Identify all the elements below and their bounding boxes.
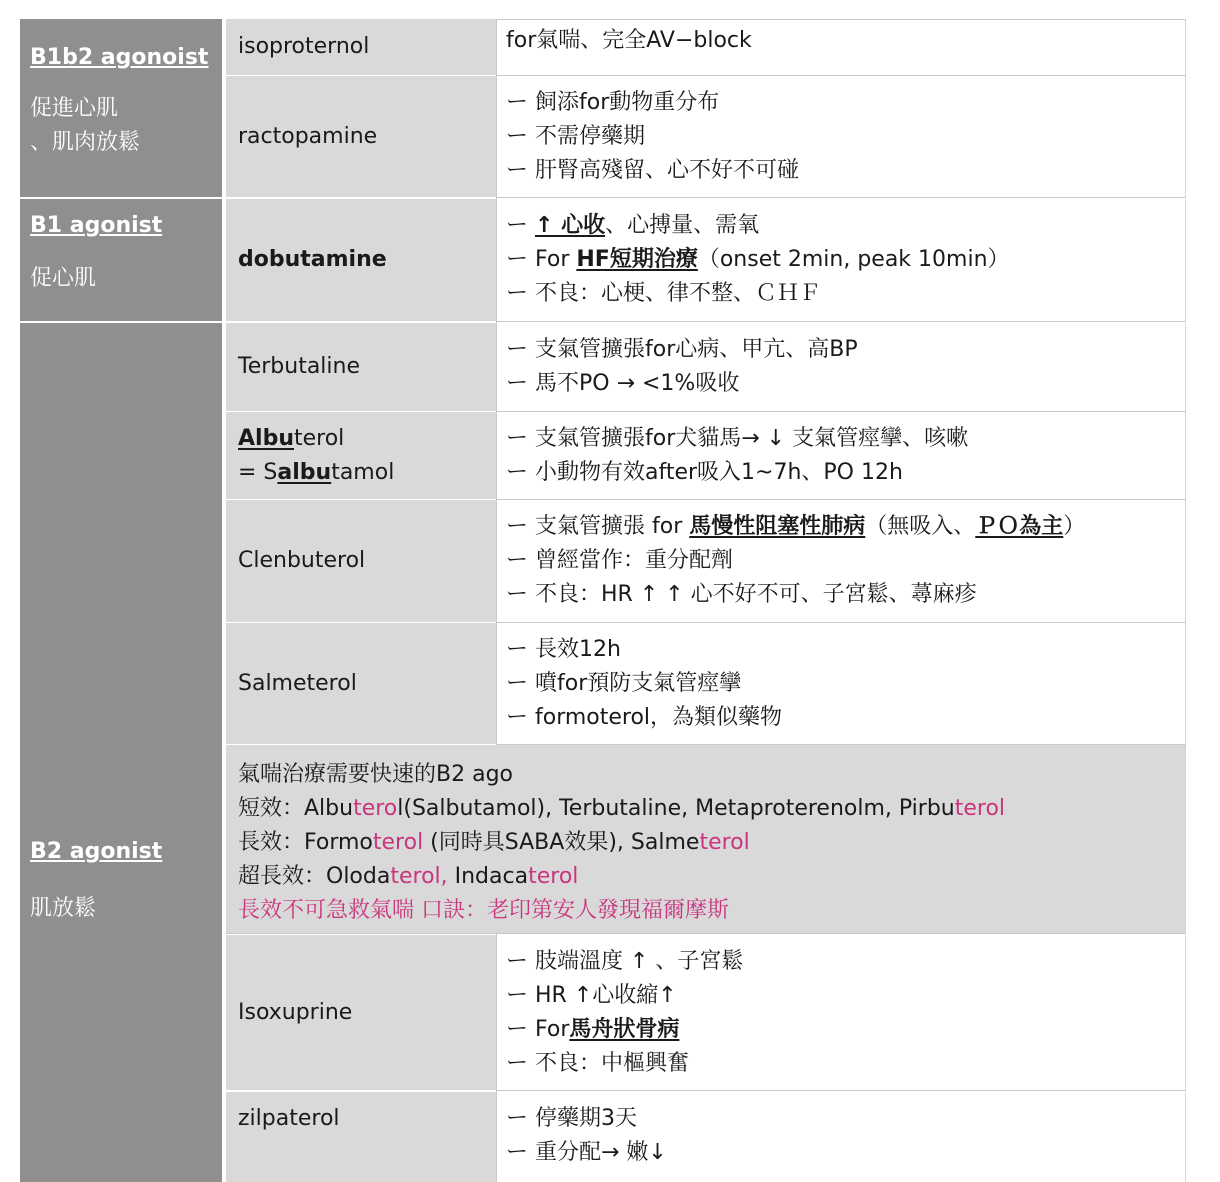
desc-cell bbox=[496, 500, 1186, 622]
note-line: 氣喘治療需要快速的B2 ago bbox=[238, 762, 513, 787]
desc-cell bbox=[496, 19, 1186, 75]
category-heading: B1 agonist bbox=[30, 213, 163, 238]
column-divider bbox=[496, 934, 497, 1182]
row-divider bbox=[496, 622, 1186, 623]
desc-line: ー 支氣管擴張 for 馬慢性阻塞性肺病（無吸入、ＰＯ為主） bbox=[506, 514, 1086, 539]
desc-cell bbox=[496, 199, 1186, 321]
drug-cell bbox=[226, 412, 496, 499]
category-desc: 促心肌 bbox=[30, 266, 97, 291]
desc-line: ー 肝腎高殘留、心不好不可碰 bbox=[506, 157, 799, 183]
drug-name: ractopamine bbox=[238, 123, 378, 149]
drug-cell bbox=[226, 19, 496, 75]
row-divider bbox=[496, 499, 1186, 500]
desc-line: ー 小動物有效after吸入1~7h、PO 12h bbox=[506, 459, 903, 485]
drug-name: dobutamine bbox=[238, 247, 387, 272]
row-divider bbox=[496, 75, 1186, 76]
desc-line: ー 不需停藥期 bbox=[506, 123, 645, 149]
desc-cell bbox=[496, 412, 1186, 499]
desc-line: ー 支氣管擴張for心病、甲亢、高BP bbox=[506, 337, 858, 362]
desc-line: ー For HF短期治療（onset 2min, peak 10min） bbox=[506, 247, 1010, 272]
drug-table bbox=[20, 19, 1186, 1182]
row-divider bbox=[496, 321, 1186, 322]
drug-name: zilpaterol bbox=[238, 1106, 340, 1131]
drug-name: Isoxuprine bbox=[238, 999, 353, 1025]
desc-line: ー 支氣管擴張for犬貓馬→ ↓ 支氣管痙攣、咳嗽 bbox=[506, 425, 969, 451]
drug-cell bbox=[226, 500, 496, 622]
desc-cell bbox=[496, 935, 1186, 1090]
drug-alias: = Salbutamol bbox=[238, 459, 395, 485]
category-b1 bbox=[20, 199, 222, 321]
desc-line: ー 噴for預防支氣管痙攣 bbox=[506, 670, 742, 696]
category-desc: 肌放鬆 bbox=[30, 896, 97, 921]
desc-cell bbox=[496, 1092, 1186, 1182]
desc-line: ー ↑ 心收、心搏量、需氧 bbox=[506, 213, 760, 238]
drug-cell bbox=[226, 199, 496, 321]
note-mnemonic: 長效不可急救氣喘 口訣：老印第安人發現福爾摩斯 bbox=[238, 898, 729, 923]
drug-name: Terbutaline bbox=[238, 354, 360, 379]
desc-line: ー 不良：HR ↑ ↑ 心不好不可、子宮鬆、蕁麻疹 bbox=[506, 582, 977, 607]
note-cell bbox=[226, 745, 1186, 933]
desc-line: ー 不良：中樞興奮 bbox=[506, 1050, 689, 1076]
category-desc: 促進心肌 bbox=[30, 96, 119, 121]
desc-line: ー 曾經當作：重分配劑 bbox=[506, 548, 733, 573]
desc-line: ー 馬不PO → <1%吸收 bbox=[506, 371, 740, 396]
category-heading: B1b2 agonoist bbox=[30, 45, 209, 70]
drug-name: isoproternol bbox=[238, 34, 370, 59]
note-line: 長效：Formoterol (同時具SABA效果), Salmeterol bbox=[238, 830, 750, 855]
drug-cell bbox=[226, 76, 496, 197]
row-divider bbox=[496, 1090, 1186, 1091]
drug-cell bbox=[226, 935, 496, 1090]
desc-cell bbox=[496, 623, 1186, 744]
category-desc: 、肌肉放鬆 bbox=[30, 130, 141, 155]
desc-line: ー formoterol，為類似藥物 bbox=[506, 704, 783, 730]
desc-cell bbox=[496, 76, 1186, 197]
row-divider bbox=[496, 411, 1186, 412]
row-divider bbox=[496, 744, 1186, 745]
drug-name: Salmeterol bbox=[238, 670, 357, 696]
drug-cell bbox=[226, 1092, 496, 1182]
desc-line: ー 重分配→ 嫩↓ bbox=[506, 1140, 667, 1165]
desc-line: for氣喘、完全AV−block bbox=[506, 28, 752, 53]
drug-cell bbox=[226, 323, 496, 411]
note-line: 短效：Albuterol(Salbutamol), Terbutaline, Metaproterenolm, Pirbuterol bbox=[238, 796, 1006, 821]
desc-line: ー 飼添for動物重分布 bbox=[506, 89, 720, 115]
row-divider bbox=[226, 933, 1186, 934]
drug-name: Albuterol bbox=[238, 425, 345, 451]
row-divider bbox=[496, 197, 1186, 198]
note-line: 超長效：Olodaterol, Indacaterol bbox=[238, 864, 579, 889]
drug-cell bbox=[226, 623, 496, 744]
desc-line: ー 長效12h bbox=[506, 636, 621, 662]
column-divider bbox=[496, 19, 497, 745]
category-heading: B2 agonist bbox=[30, 839, 163, 864]
desc-line: ー 肢端溫度 ↑ 、子宮鬆 bbox=[506, 948, 744, 974]
desc-line: ー 不良：心梗、律不整、ＣＨＦ bbox=[506, 281, 821, 306]
desc-line: ー 停藥期3天 bbox=[506, 1106, 637, 1131]
drug-name: Clenbuterol bbox=[238, 548, 366, 573]
desc-cell bbox=[496, 323, 1186, 411]
desc-line: ー HR ↑心收縮↑ bbox=[506, 982, 677, 1008]
desc-line: ー For馬舟狀骨病 bbox=[506, 1016, 680, 1042]
row-divider bbox=[496, 19, 1186, 20]
category-b2 bbox=[20, 323, 222, 1182]
category-b1b2 bbox=[20, 19, 222, 197]
